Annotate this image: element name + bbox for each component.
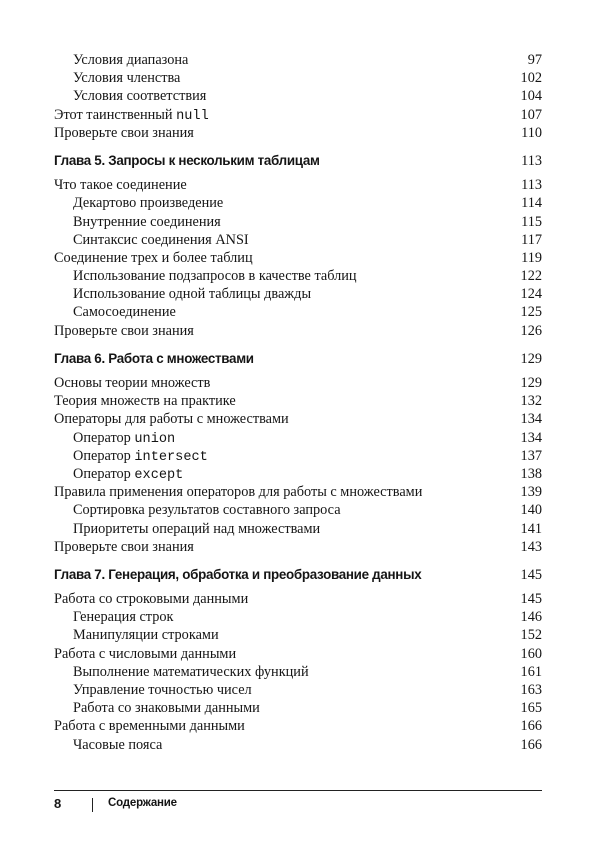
toc-entry[interactable] [54, 538, 542, 556]
toc-chapter-title: Глава 5. Запросы к нескольким таблицам [54, 152, 320, 168]
toc-entry-page: 138 [520, 465, 542, 482]
running-head: Содержание [108, 797, 177, 809]
toc-entry-title: Проверьте свои знания [54, 538, 194, 555]
toc-entry-page: 119 [521, 249, 542, 266]
toc-entry-page: 104 [520, 88, 542, 105]
toc-entry-title: Соединение трех и более таблиц [54, 249, 253, 266]
toc-entry-page: 129 [520, 350, 542, 367]
toc-entry[interactable] [54, 392, 542, 410]
toc-entry-page: 166 [520, 718, 542, 735]
toc-chapter-heading[interactable] [54, 350, 542, 368]
toc-entry-title: Условия соответствия [73, 88, 207, 105]
toc-entry-page: 140 [520, 502, 542, 519]
toc-entry[interactable] [54, 322, 542, 340]
toc-entry-page: 146 [520, 609, 542, 626]
toc-entry[interactable] [54, 87, 542, 105]
toc-entry-title: Работа с временными данными [54, 718, 245, 735]
toc-entry[interactable] [54, 736, 542, 754]
page-footer [54, 790, 542, 820]
toc-entry-code: intersect [134, 449, 208, 465]
toc-entry-title: Использование одной таблицы дважды [73, 286, 312, 303]
toc-entry-title: Проверьте свои знания [54, 124, 194, 141]
toc-entry[interactable] [54, 194, 542, 212]
toc-entry[interactable] [54, 681, 542, 699]
toc-entry-page: 152 [520, 627, 542, 644]
footer-separator [92, 798, 93, 812]
toc-entry-title: Генерация строк [73, 609, 174, 626]
toc-entry-code: except [134, 467, 184, 483]
toc-entry-page: 134 [520, 429, 542, 446]
toc-entry-title: Операторы для работы с множествами [54, 411, 289, 428]
toc-entry-page: 165 [520, 700, 542, 717]
toc-entry[interactable] [54, 483, 542, 501]
toc-entry-code: null [176, 108, 209, 124]
toc-entry-title-text: Оператор [73, 465, 135, 482]
toc-entry[interactable] [54, 645, 542, 663]
toc-entry[interactable] [54, 429, 542, 447]
toc-entry-page: 145 [520, 591, 542, 608]
toc-entry[interactable] [54, 465, 542, 483]
table-of-contents [54, 51, 542, 754]
toc-entry-page: 110 [521, 124, 542, 141]
toc-entry-page: 126 [520, 322, 542, 339]
toc-entry-title: Управление точностью чисел [73, 682, 252, 698]
toc-entry-page: 124 [520, 286, 542, 303]
toc-entry-page: 139 [520, 484, 542, 501]
toc-entry-title [54, 465, 183, 485]
toc-chapter-title: Глава 7. Генерация, обработка и преобразование данных [54, 566, 422, 582]
toc-entry-page: 117 [521, 231, 542, 248]
toc-entry-title: Условия членства [73, 70, 181, 87]
toc-entry-page: 163 [520, 682, 542, 698]
toc-entry-title: Теория множеств на практике [54, 393, 236, 410]
toc-entry[interactable] [54, 520, 542, 538]
toc-entry[interactable] [54, 447, 542, 465]
toc-entry-title: Внутренние соединения [73, 213, 221, 230]
toc-entry-page: 113 [521, 152, 542, 169]
toc-entry-page: 137 [520, 447, 542, 464]
toc-entry[interactable] [54, 285, 542, 303]
toc-entry-code: union [134, 431, 176, 447]
toc-entry-title [54, 447, 208, 467]
toc-entry[interactable] [54, 176, 542, 194]
toc-entry-title: Самосоединение [73, 304, 176, 321]
toc-entry-page: 97 [527, 52, 542, 68]
toc-entry[interactable] [54, 51, 542, 69]
toc-entry-title: Работа со знаковыми данными [73, 700, 260, 717]
toc-entry[interactable] [54, 303, 542, 321]
toc-entry-page: 125 [520, 304, 542, 321]
toc-entry-title: Работа с числовыми данными [54, 645, 237, 662]
toc-entry-page: 141 [520, 520, 542, 537]
toc-entry-title [54, 106, 209, 126]
toc-entry-page: 166 [520, 736, 542, 753]
toc-entry[interactable] [54, 410, 542, 428]
toc-entry-title: Приоритеты операций над множествами [73, 520, 321, 537]
toc-entry-page: 134 [520, 411, 542, 428]
toc-entry-page: 114 [521, 195, 542, 212]
toc-entry-page: 132 [520, 393, 542, 410]
toc-entry-page: 145 [520, 566, 542, 583]
footer-rule [54, 790, 542, 791]
toc-entry[interactable] [54, 501, 542, 519]
toc-entry-title: Выполнение математических функций [73, 663, 309, 680]
toc-entry-title: Часовые пояса [73, 736, 163, 753]
toc-entry-title: Условия диапазона [73, 52, 189, 68]
toc-entry-page: 107 [520, 106, 542, 123]
toc-entry[interactable] [54, 249, 542, 267]
toc-entry-page: 143 [520, 538, 542, 555]
toc-entry-page: 113 [521, 177, 542, 194]
toc-entry[interactable] [54, 69, 542, 87]
toc-entry-title-text: Этот таинственный [54, 106, 177, 123]
toc-entry-page: 102 [520, 70, 542, 87]
toc-entry-page: 122 [520, 268, 542, 285]
toc-entry[interactable] [54, 663, 542, 681]
toc-entry-title: Правила применения операторов для работы с множествами [54, 484, 423, 501]
toc-entry-title-text: Оператор [73, 447, 135, 464]
toc-entry-page: 129 [520, 375, 542, 391]
toc-entry-page: 115 [521, 213, 542, 230]
toc-entry-title: Проверьте свои знания [54, 322, 194, 339]
toc-entry[interactable] [54, 608, 542, 626]
toc-entry-title: Синтаксис соединения ANSI [73, 231, 249, 248]
toc-entry[interactable] [54, 106, 542, 124]
toc-entry-title: Основы теории множеств [54, 375, 211, 391]
page-number: 8 [54, 796, 62, 811]
toc-entry-page: 160 [520, 645, 542, 662]
toc-entry[interactable] [54, 626, 542, 644]
toc-entry[interactable] [54, 590, 542, 608]
toc-entry-title: Сортировка результатов составного запроса [73, 502, 341, 519]
toc-entry[interactable] [54, 717, 542, 735]
toc-entry-title: Что такое соединение [54, 177, 187, 194]
toc-entry[interactable] [54, 267, 542, 285]
toc-chapter-heading[interactable] [54, 566, 542, 584]
toc-entry[interactable] [54, 699, 542, 717]
toc-entry[interactable] [54, 124, 542, 142]
toc-entry-page: 161 [520, 663, 542, 680]
toc-entry-title: Декартово произведение [73, 195, 224, 212]
toc-entry[interactable] [54, 231, 542, 249]
toc-chapter-title: Глава 6. Работа с множествами [54, 350, 254, 366]
toc-entry-title [54, 429, 175, 449]
toc-entry[interactable] [54, 213, 542, 231]
toc-entry-title-text: Оператор [73, 429, 135, 446]
toc-entry-title: Использование подзапросов в качестве таблиц [73, 268, 357, 285]
toc-entry[interactable] [54, 374, 542, 392]
toc-chapter-heading[interactable] [54, 152, 542, 170]
toc-entry-title: Манипуляции строками [73, 627, 219, 644]
toc-entry-title: Работа со строковыми данными [54, 591, 249, 608]
